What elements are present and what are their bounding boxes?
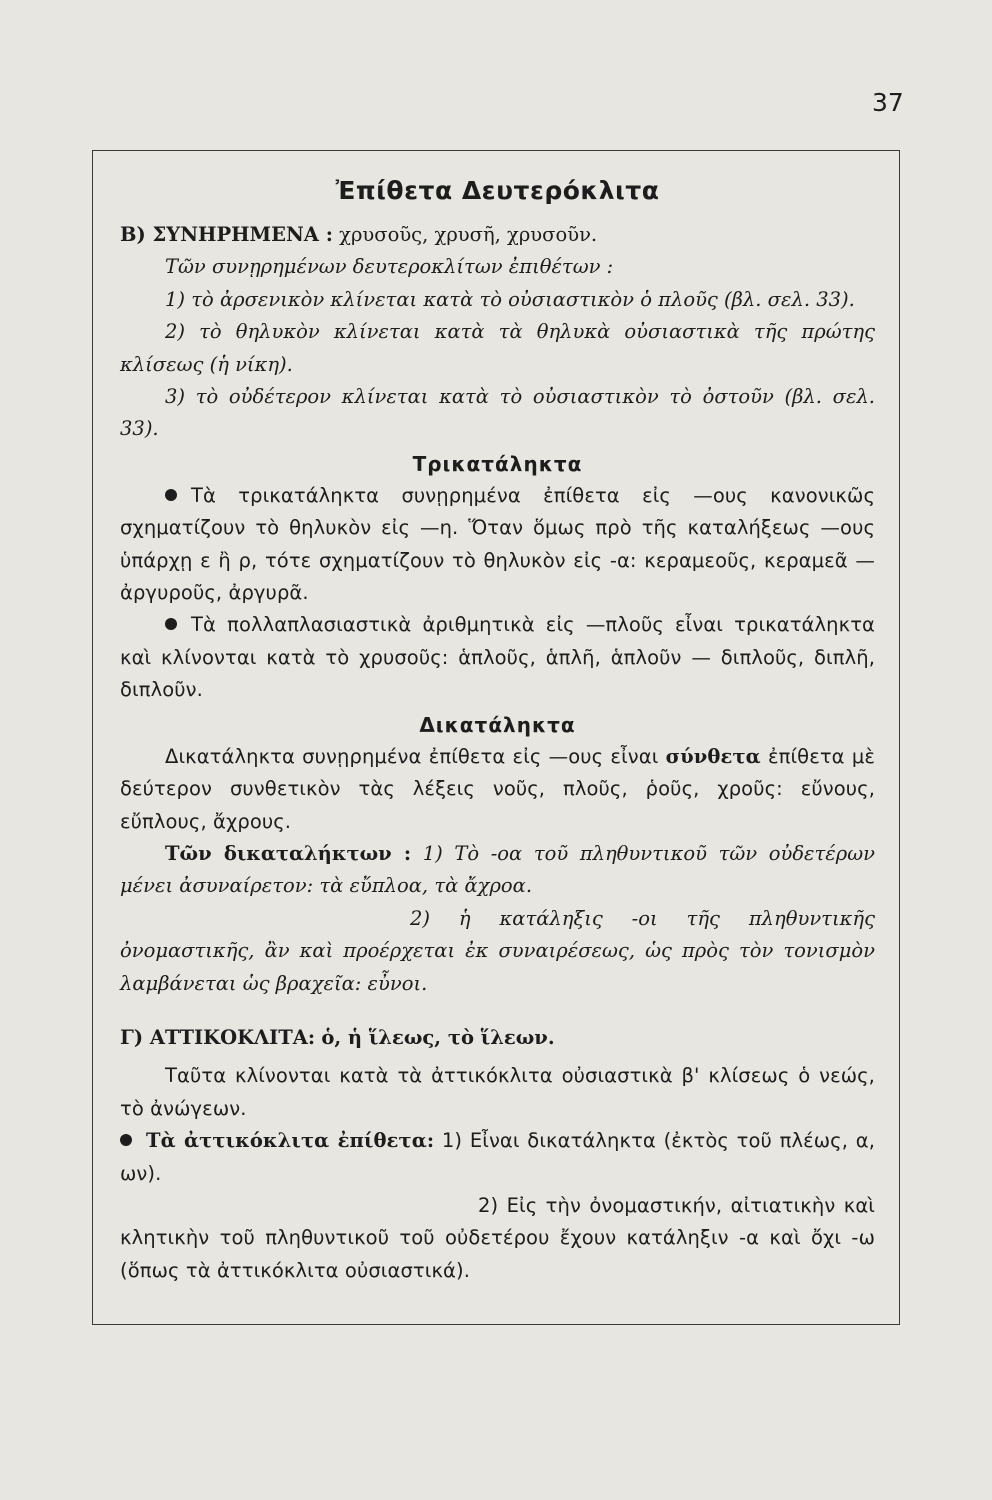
bullet-icon — [165, 618, 177, 630]
page-content — [120, 176, 875, 1287]
trikatalikta-paragraph-1 — [120, 480, 875, 610]
section-b-rule-2: 2) τὸ θηλυκὸν κλίνεται κατὰ τὰ θηλυκὰ οὐσιαστικὰ τῆς πρώτης κλίσεως (ἡ νίκη). — [120, 320, 875, 376]
dikatalikta-label: Τῶν δικαταλήκτων : — [165, 841, 412, 865]
page-title: Ἐπίθετα Δευτερόκλιτα — [335, 176, 660, 205]
section-c-paragraph-2 — [120, 1125, 875, 1190]
dikatalikta-paragraph-2-text: 1) Τὸ -οα τοῦ πληθυντικοῦ τῶν οὐδετέρων μένει ἀσυναίρετον: τὰ εὔπλοα, τὰ ἄχροα. — [120, 841, 875, 898]
section-c-label: Γ) ΑΤΤΙΚΟΚΛΙΤΑ: — [120, 1025, 316, 1049]
dikatalikta-paragraph-3: 2) ἡ κατάληξις -οι τῆς πληθυντικῆς ὀνομαστικῆς, ἂν καὶ προέρχεται ἐκ συναιρέσεως, ὡς πρὸς τὸν τονισμὸν λαμβάνεται ὡς βραχεῖα: εὖνοι. — [120, 906, 875, 995]
dikatalikta-paragraph-2 — [120, 838, 875, 903]
trikatalikta-paragraph-2-text: Τὰ πολλαπλασιαστικὰ ἀριθμητικὰ εἰς —πλοῦς εἶναι τρικατάληκτα καὶ κλίνονται κατὰ τὸ χρυσοῦς: ἁπλοῦς, ἁπλῆ, ἁπλοῦν — διπλοῦς, διπλῆ, διπλοῦν. — [120, 613, 875, 702]
section-b-label: Β) ΣΥΝΗΡΗΜΕΝΑ : — [120, 223, 333, 246]
section-c-paragraph-2-text: 1) Εἶναι δικατάληκτα (ἐκτὸς τοῦ πλέως, α, ων). — [120, 1129, 875, 1185]
section-b-intro: Τῶν συνῃρημένων δευτεροκλίτων ἐπιθέτων : — [165, 255, 614, 279]
bullet-icon — [165, 489, 177, 501]
dikatalikta-paragraph-1-end: ἐπίθετα μὲ δεύτερον συνθετικὸν τὰς λέξεις νοῦς, πλοῦς, ῥοῦς, χροῦς: εὔνους, εὔπλους, ἄχρους. — [120, 744, 875, 833]
page-number: 37 — [872, 88, 904, 117]
section-c-paragraph-1: Ταῦτα κλίνονται κατὰ τὰ ἀττικόκλιτα οὐσιαστικὰ β' κλίσεως ὁ νεώς, τὸ ἀνώγεων. — [120, 1064, 875, 1120]
trikatalikta-paragraph-1-text: Τὰ τρικατάληκτα συνῃρημένα ἐπίθετα εἰς —ους κανονικῶς σχηματίζουν τὸ θηλυκὸν εἰς —η. Ὅταν ὅμως πρὸ τῆς καταλήξεως —ους ὑπάρχῃ ε ἢ ρ, τότε σχηματίζουν τὸ θηλυκὸν εἰς -α: κεραμεοῦς, κεραμεᾶ — ἀργυροῦς, ἀργυρᾶ. — [120, 483, 875, 605]
trikatalikta-paragraph-2 — [120, 609, 875, 706]
section-b-heading — [120, 219, 875, 251]
dikatalikta-paragraph-1 — [120, 741, 875, 838]
dikatalikta-heading: Δικατάληκτα — [419, 712, 576, 737]
bullet-icon — [120, 1134, 132, 1146]
section-c-label-2: Τὰ ἀττικόκλιτα ἐπίθετα: — [146, 1129, 435, 1153]
section-c-paragraph-3: 2) Εἰς τὴν ὀνομαστικήν, αἰτιατικὴν καὶ κλητικὴν τοῦ πληθυντικοῦ τοῦ οὐδετέρου ἔχουν κατάληξιν -α καὶ ὄχι -ω (ὅπως τὰ ἀττικόκλιτα οὐσιαστικά). — [120, 1193, 875, 1282]
section-b-rule-1: 1) τὸ ἀρσενικὸν κλίνεται κατὰ τὸ οὐσιαστικὸν ὁ πλοῦς (βλ. σελ. 33). — [165, 287, 855, 311]
dikatalikta-paragraph-1-start: Δικατάληκτα συνῃρημένα ἐπίθετα εἰς —ους εἶναι — [165, 744, 659, 768]
section-b-rule-3: 3) τὸ οὐδέτερον κλίνεται κατὰ τὸ οὐσιαστικὸν τὸ ὀστοῦν (βλ. σελ. 33). — [120, 385, 875, 441]
dikatalikta-emphasis: σύνθετα — [665, 744, 761, 768]
section-c-forms: ὁ, ἡ ἵλεως, τὸ ἵλεων. — [321, 1025, 555, 1049]
section-c-heading — [120, 1022, 875, 1054]
trikatalikta-heading: Τρικατάληκτα — [412, 451, 583, 476]
section-b-forms: χρυσοῦς, χρυσῆ, χρυσοῦν. — [339, 223, 598, 246]
